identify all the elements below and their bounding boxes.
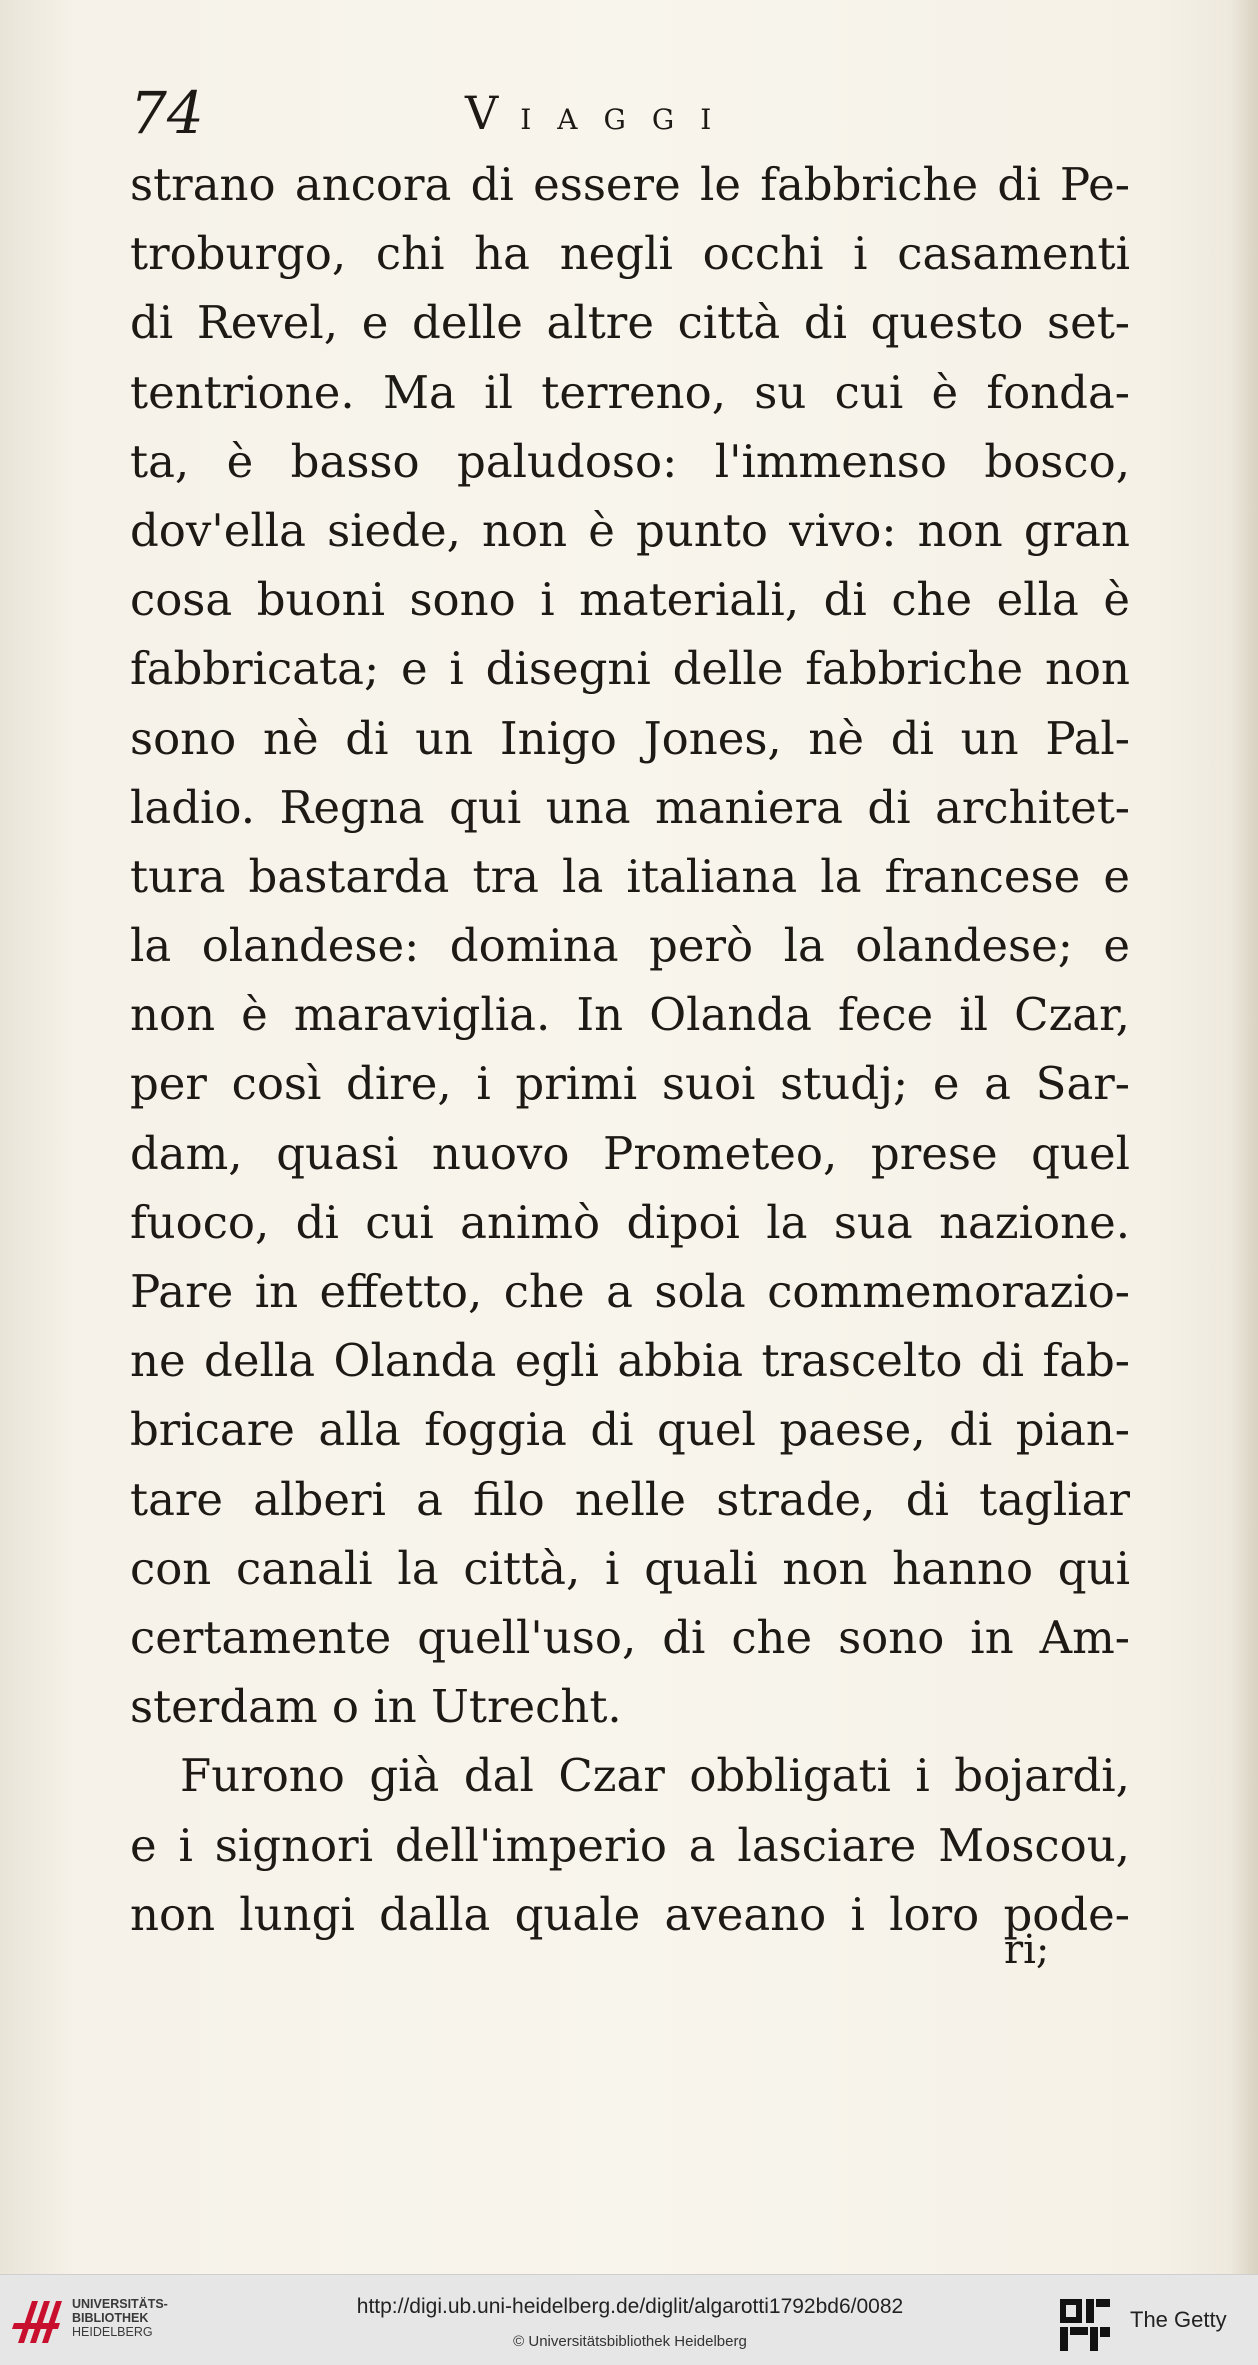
- permalink-url[interactable]: http://digi.ub.uni-heidelberg.de/diglit/algarotti1792bd6/0082: [356, 2295, 904, 2318]
- text-line: sterdam o in Utrecht.: [130, 1680, 622, 1734]
- text-line: ladio. Regna qui una maniera di architet-: [130, 780, 1130, 834]
- running-title-initial: V: [465, 86, 499, 140]
- text-line: Pare in effetto, che a sola commemorazio-: [130, 1265, 1130, 1318]
- text-line: di Revel, e delle altre città di questo set-: [130, 296, 1130, 350]
- getty-name: The Getty: [1130, 2307, 1227, 2332]
- text-line: dov'ella siede, non è punto vivo: non gran: [130, 503, 1130, 557]
- page-number: 74: [130, 79, 204, 147]
- text-line: la olandese: domina però la olandese; e: [130, 919, 1130, 973]
- text-line: ta, è basso paludoso: l'immenso bosco,: [130, 434, 1130, 488]
- running-title: [465, 82, 737, 151]
- page-header: [130, 78, 1130, 148]
- university-library-logo-icon: [12, 2293, 64, 2349]
- text-line: non lungi dalla quale aveano i loro pode-: [130, 1887, 1130, 1941]
- text-line: troburgo, chi ha negli occhi i casamenti: [130, 227, 1130, 281]
- text-line: tentrione. Ma il terreno, su cui è fonda-: [130, 365, 1130, 419]
- viewer-footer: [0, 2274, 1258, 2365]
- text-line: strano ancora di essere le fabbriche di Pe-: [130, 158, 1130, 211]
- text-line: sono nè di un Inigo Jones, nè di un Pal-: [130, 711, 1130, 765]
- text-line: fuoco, di cui animò dipoi la sua nazione.: [130, 1195, 1130, 1249]
- text-line: Furono già dal Czar obbligati i bojardi,: [180, 1749, 1130, 1803]
- text-line: per così dire, i primi suoi studj; e a Sar-: [130, 1057, 1130, 1111]
- library-name-line: HEIDELBERG: [72, 2325, 153, 2339]
- text-line: con canali la città, i quali non hanno qui: [130, 1541, 1130, 1595]
- page-edge-shadow: [1230, 0, 1258, 2274]
- text-line: bricare alla foggia di quel paese, di pian-: [130, 1403, 1130, 1457]
- text-line: certamente quell'uso, di che sono in Am-: [130, 1610, 1130, 1664]
- text-line: tura bastarda tra la italiana la francese e: [130, 849, 1130, 903]
- text-line: non è maraviglia. In Olanda fece il Czar,: [130, 988, 1130, 1042]
- text-line: dam, quasi nuovo Prometeo, prese quel: [130, 1126, 1130, 1180]
- text-line: e i signori dell'imperio a lasciare Moscou,: [130, 1818, 1130, 1872]
- text-line: ne della Olanda egli abbia trascelto di fab-: [130, 1334, 1130, 1388]
- copyright-notice: © Universitätsbibliothek Heidelberg: [513, 2333, 747, 2350]
- text-line: cosa buoni sono i materiali, di che ella è: [130, 573, 1130, 627]
- getty-logo-icon: [1058, 2297, 1112, 2353]
- university-library-name: [72, 2297, 168, 2339]
- catchword: ri;: [1004, 1927, 1050, 1973]
- library-name-line: UNIVERSITÄTS-: [72, 2297, 168, 2311]
- body-text: [130, 150, 1130, 1949]
- text-line: tare alberi a filo nelle strade, di tagliar: [130, 1472, 1130, 1526]
- library-name-line: BIBLIOTHEK: [72, 2311, 149, 2325]
- text-line: fabbricata; e i disegni delle fabbriche non: [130, 642, 1130, 696]
- running-title-rest: IAGGI: [520, 103, 738, 136]
